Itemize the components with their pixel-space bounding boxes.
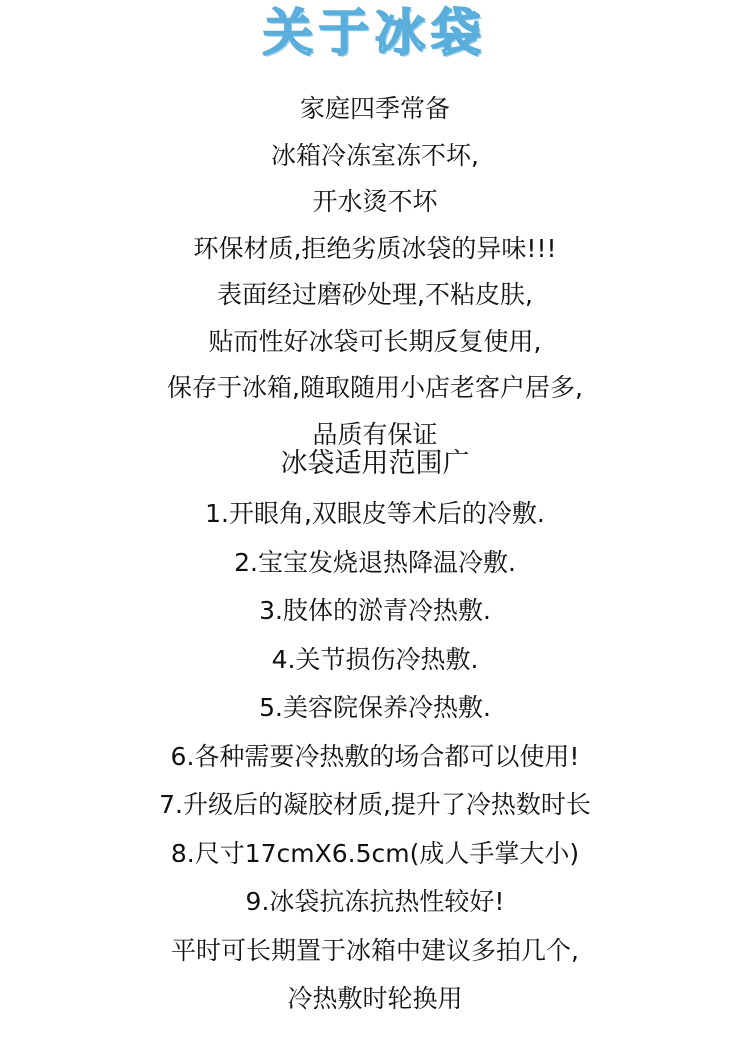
- uses-list: [0, 490, 750, 1024]
- intro-line: 冰箱冷冻室冻不坏,: [271, 140, 479, 170]
- intro-line: 家庭四季常备: [299, 94, 450, 123]
- intro-line: 贴而性好冰袋可长期反复使用,: [208, 326, 542, 356]
- page-title: 关于冰袋: [263, 4, 487, 62]
- uses-list-item: 7.升级后的凝胶材质,提升了冷热数时长: [159, 790, 591, 819]
- uses-list-item: 6.各种需要冷热敷的场合都可以使用!: [170, 741, 580, 771]
- uses-list-item: 8.尺寸17cmX6.5cm(成人手掌大小): [170, 838, 580, 868]
- uses-heading: 冰袋适用范围广: [280, 448, 470, 479]
- intro-line: 品质有保证: [312, 419, 438, 449]
- intro-line: 环保材质,拒绝劣质冰袋的异味!!!: [193, 233, 557, 263]
- uses-list-item: 5.美容院保养冷热敷.: [259, 693, 491, 722]
- uses-list-item: 4.关节损伤冷热敷.: [271, 644, 479, 674]
- intro-line: 保存于冰箱,随取随用小店老客户居多,: [167, 373, 583, 402]
- uses-list-item: 2.宝宝发烧退热降温冷敷.: [234, 547, 516, 577]
- uses-list-item: 1.开眼角,双眼皮等术后的冷敷.: [205, 499, 545, 528]
- uses-list-item: 9.冰袋抗冻抗热性较好!: [245, 887, 505, 916]
- uses-list-item: 3.肢体的淤青冷热敷.: [259, 596, 491, 625]
- uses-list-item: 平时可长期置于冰箱中建议多拍几个,: [171, 935, 579, 965]
- intro-section: [0, 86, 750, 458]
- uses-list-item: 冷热敷时轮换用: [287, 984, 463, 1013]
- intro-line: 表面经过磨砂处理,不粘皮肤,: [217, 280, 533, 309]
- intro-line: 开水烫不坏: [312, 187, 438, 216]
